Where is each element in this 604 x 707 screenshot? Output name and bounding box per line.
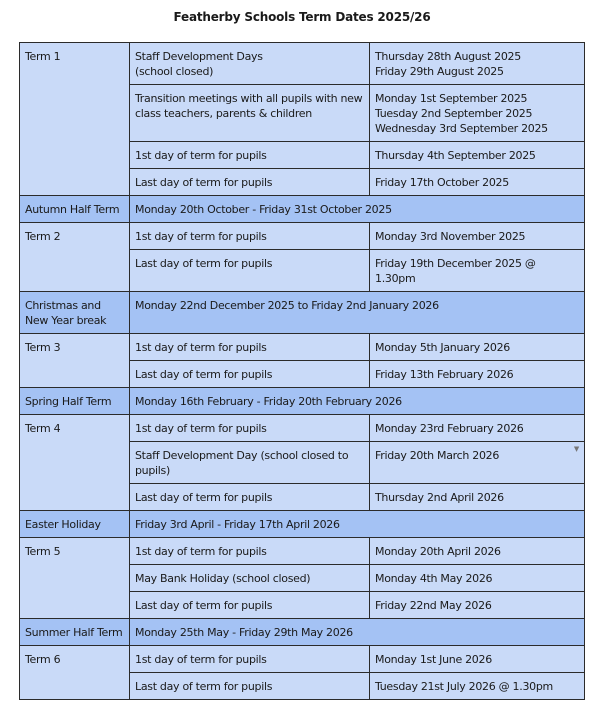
holiday-dates: Monday 25th May - Friday 29th May 2026 bbox=[130, 619, 585, 646]
event-cell bbox=[130, 43, 370, 85]
date-cell: Friday 17th October 2025 bbox=[370, 169, 585, 196]
date-cell: Monday 1st June 2026 bbox=[370, 646, 585, 673]
table-row bbox=[20, 334, 585, 361]
date-line: Friday 29th August 2025 bbox=[375, 65, 504, 78]
term-label: Term 5 bbox=[20, 538, 130, 619]
date-line: Thursday 28th August 2025 bbox=[375, 50, 521, 63]
holiday-row bbox=[20, 196, 585, 223]
date-line: Wednesday 3rd September 2025 bbox=[375, 122, 548, 135]
date-cell: Monday 3rd November 2025 bbox=[370, 223, 585, 250]
event-cell: 1st day of term for pupils bbox=[130, 223, 370, 250]
event-line: Staff Development Days bbox=[135, 50, 263, 63]
event-cell: Last day of term for pupils bbox=[130, 169, 370, 196]
event-text: Staff Development Day (school closed to pupils) bbox=[135, 449, 349, 477]
event-cell: May Bank Holiday (school closed) bbox=[130, 565, 370, 592]
date-text: Friday 20th March 2026 bbox=[375, 449, 500, 462]
date-cell bbox=[370, 442, 585, 484]
date-cell bbox=[370, 85, 585, 142]
event-cell: Last day of term for pupils bbox=[130, 361, 370, 388]
holiday-label: Summer Half Term bbox=[20, 619, 130, 646]
dropdown-triangle-icon[interactable]: ▼ bbox=[573, 445, 579, 453]
term-label: Term 1 bbox=[20, 43, 130, 196]
date-cell: Thursday 4th September 2025 bbox=[370, 142, 585, 169]
holiday-row bbox=[20, 619, 585, 646]
date-cell: Friday 19th December 2025 @ 1.30pm bbox=[370, 250, 585, 292]
holiday-dates: Monday 16th February - Friday 20th February 2026 bbox=[130, 388, 585, 415]
date-cell: Monday 20th April 2026 bbox=[370, 538, 585, 565]
event-cell: 1st day of term for pupils bbox=[130, 646, 370, 673]
holiday-label: Autumn Half Term bbox=[20, 196, 130, 223]
date-cell: Tuesday 21st July 2026 @ 1.30pm bbox=[370, 673, 585, 700]
holiday-dates: Monday 20th October - Friday 31st October 2025 bbox=[130, 196, 585, 223]
date-cell: Monday 5th January 2026 bbox=[370, 334, 585, 361]
date-cell: Monday 23rd February 2026 bbox=[370, 415, 585, 442]
date-line: Tuesday 2nd September 2025 bbox=[375, 107, 533, 120]
table-row bbox=[20, 43, 585, 85]
event-cell: 1st day of term for pupils bbox=[130, 538, 370, 565]
holiday-dates: Monday 22nd December 2025 to Friday 2nd January 2026 bbox=[130, 292, 585, 334]
event-cell bbox=[130, 442, 370, 484]
holiday-label: Christmas and New Year break bbox=[20, 292, 130, 334]
event-cell: 1st day of term for pupils bbox=[130, 415, 370, 442]
holiday-label: Spring Half Term bbox=[20, 388, 130, 415]
term-dates-table bbox=[19, 42, 585, 700]
term-label: Term 6 bbox=[20, 646, 130, 700]
table-row bbox=[20, 646, 585, 673]
page-title: Featherby Schools Term Dates 2025/26 bbox=[173, 10, 431, 24]
date-line: Monday 1st September 2025 bbox=[375, 92, 528, 105]
date-cell: Thursday 2nd April 2026 bbox=[370, 484, 585, 511]
event-cell: Last day of term for pupils bbox=[130, 673, 370, 700]
event-text: Transition meetings with all pupils with new class teachers, parents & children bbox=[135, 92, 363, 120]
term-label: Term 2 bbox=[20, 223, 130, 292]
holiday-label: Easter Holiday bbox=[20, 511, 130, 538]
holiday-dates: Friday 3rd April - Friday 17th April 2026 bbox=[130, 511, 585, 538]
event-cell: Last day of term for pupils bbox=[130, 484, 370, 511]
event-cell: 1st day of term for pupils bbox=[130, 334, 370, 361]
table-row bbox=[20, 415, 585, 442]
holiday-row bbox=[20, 511, 585, 538]
table-row bbox=[20, 223, 585, 250]
term-label: Term 4 bbox=[20, 415, 130, 511]
event-line: (school closed) bbox=[135, 65, 214, 78]
event-cell bbox=[130, 85, 370, 142]
event-cell: Last day of term for pupils bbox=[130, 592, 370, 619]
holiday-row bbox=[20, 292, 585, 334]
date-cell bbox=[370, 43, 585, 85]
holiday-row bbox=[20, 388, 585, 415]
event-cell: Last day of term for pupils bbox=[130, 250, 370, 292]
term-label: Term 3 bbox=[20, 334, 130, 388]
table-row bbox=[20, 538, 585, 565]
date-cell: Friday 22nd May 2026 bbox=[370, 592, 585, 619]
date-cell: Friday 13th February 2026 bbox=[370, 361, 585, 388]
date-cell: Monday 4th May 2026 bbox=[370, 565, 585, 592]
event-cell: 1st day of term for pupils bbox=[130, 142, 370, 169]
